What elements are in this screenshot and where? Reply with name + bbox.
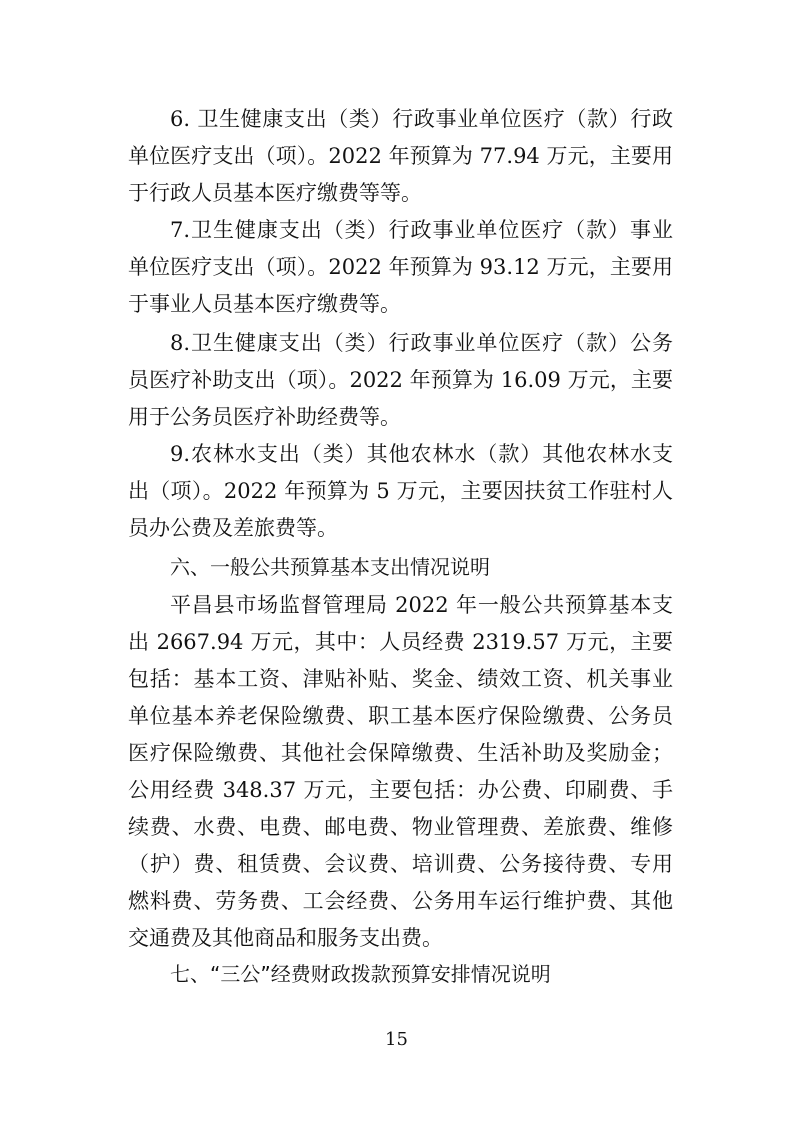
section-heading-7: 七、“三公”经费财政拨款预算安排情况说明	[170, 962, 551, 986]
paragraph-item-6: 6. 卫生健康支出（类）行政事业单位医疗（款）行政单位医疗支出（项）。2022 年预算为 77.94 万元，主要用于行政人员基本医疗缴费等等。	[128, 107, 673, 205]
paragraph-item-8: 8.卫生健康支出（类）行政事业单位医疗（款）公务员医疗补助支出（项）。2022 年预算为 16.09 万元，主要用于公务员医疗补助经费等。	[128, 331, 673, 429]
section-heading-6: 六、一般公共预算基本支出情况说明	[170, 555, 490, 579]
paragraph-item-9: 9.农林水支出（类）其他农林水（款）其他农林水支出（项）。2022 年预算为 5 万元，主要因扶贫工作驻村人员办公费及差旅费等。	[128, 442, 673, 540]
page-number: 15	[385, 1029, 408, 1050]
paragraph-basic-expenditure: 平昌县市场监督管理局 2022 年一般公共预算基本支出 2667.94 万元，其中：人员经费 2319.57 万元，主要包括：基本工资、津贴补贴、奖金、绩效工资、机关事业单位基本养老保险缴费、职工基本医疗保险缴费、公务员医疗保险缴费、其他社会保障缴费、生活补助及奖励金；公用经费 348.37 万元，主要包括：办公费、印刷费、手续费、水费、电费、邮电费、物业管理费、差旅费、维修（护）费、租赁费、会议费、培训费、公务接待费、专用燃料费、劳务费、工会经费、公务用车运行维护费、其他交通费及其他商品和服务支出费。	[128, 593, 673, 950]
paragraph-item-7: 7.卫生健康支出（类）行政事业单位医疗（款）事业单位医疗支出（项）。2022 年预算为 93.12 万元，主要用于事业人员基本医疗缴费等。	[128, 218, 673, 316]
